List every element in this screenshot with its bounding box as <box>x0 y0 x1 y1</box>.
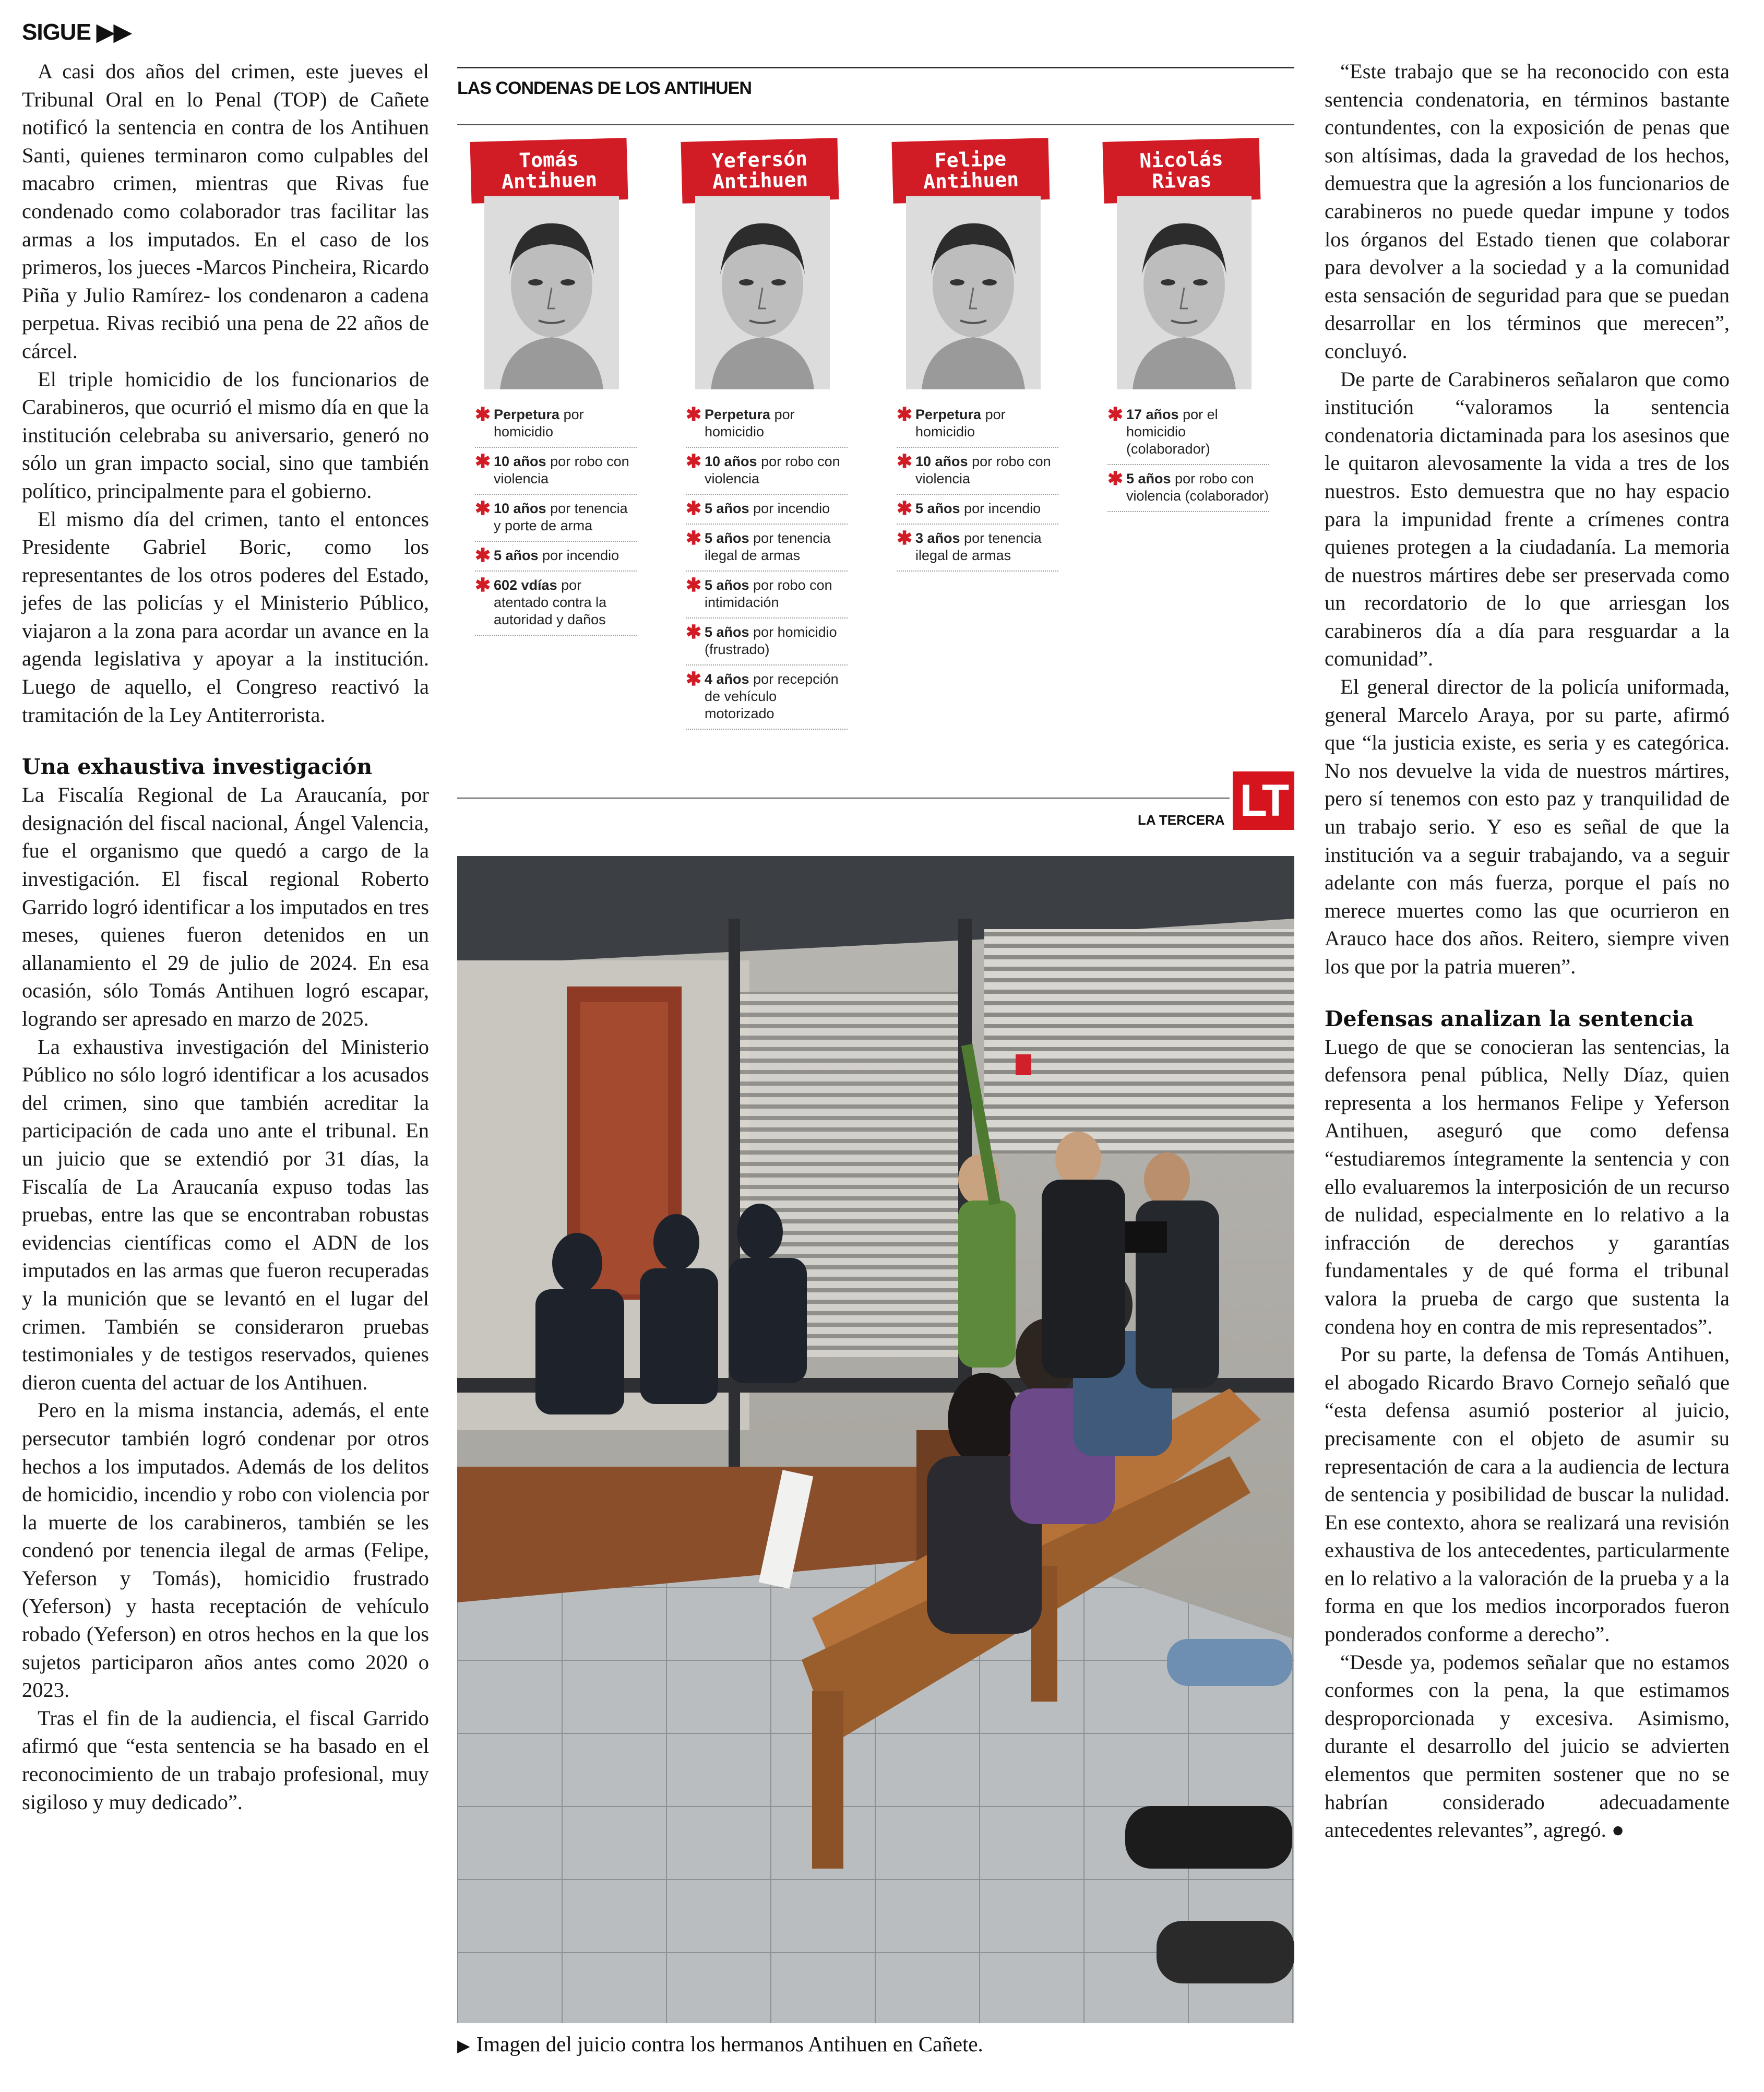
name-last: Antihuen <box>501 168 598 194</box>
paragraph: “Este trabajo que se ha reconocido con esta sentencia condenatoria, en términos bastante contundentes, con la exposición de penas que son altísimas, dada la gravedad de los hechos, demuestra que la agresión a los funcionarios de carabineros no puede quedar impune y todos los órganos del Estado tienen que colaborar para devolver a la sociedad y a la comunidad esta sensación de seguridad para que se puedan desarrollar en los términos que merecen”, concluyó. <box>1325 60 1730 363</box>
charge-item <box>1107 470 1269 512</box>
charge-sentence: 3 años <box>915 530 960 546</box>
name-first: Tomás <box>518 147 579 172</box>
paragraph: Por su parte, la defensa de Tomás Antihuen, el abogado Ricardo Bravo Cornejo señaló que “esta defensa asumió posterior al juicio, precisamente con el objeto de asumir su representación de cara a la audiencia de lectura de sentencia y posibilidad de buscar la nulidad. En ese contexto, ahora se realizará una revisión exhaustiva de los antecedentes, particularmente en lo relativo a la valoración de la prueba y a la forma en que los medios incorporados fueron ponderados conforme a derecho”. <box>1325 1342 1730 1646</box>
defendant-portrait <box>1117 196 1252 389</box>
charge-item <box>475 403 637 448</box>
charge-description: por tenencia ilegal de armas <box>915 530 1042 563</box>
charge-item <box>475 450 637 495</box>
paragraph: “Desde ya, podemos señalar que no estamos conformes con la pena, la que estimamos desproporcionada y excesiva. Asimismo, durante el desarrollo del juicio se advierten elementos que permiten sostener que no se habrían considerado adecuadamente antecedentes relevantes”, agregó. ● <box>1325 1650 1730 1842</box>
asterisk-icon: ✱ <box>897 527 913 549</box>
section-heading: Una exhaustiva investigación <box>22 754 373 780</box>
infographic-title: LAS CONDENAS DE LOS ANTIHUEN <box>457 78 752 98</box>
credit-label: LA TERCERA <box>1138 812 1225 828</box>
charge-sentence: 10 años <box>915 454 968 469</box>
charge-description: por robo con violencia (colaborador) <box>1126 471 1269 504</box>
defendant-name <box>470 138 628 204</box>
asterisk-icon: ✱ <box>475 497 491 519</box>
charge-item <box>686 497 848 525</box>
charge-description: por el homicidio (colaborador) <box>1126 407 1218 457</box>
asterisk-icon: ✱ <box>686 574 702 596</box>
charge-item <box>686 574 848 619</box>
name-last: Antihuen <box>923 168 1019 194</box>
charge-sentence: 10 años <box>494 501 546 516</box>
paragraph: El general director de la policía uniformada, general Marcelo Araya, por su parte, afirmó que “la justicia existe, es seria y es categórica. No nos devuelve la vida de nuestros mártires, pero sí tenemos con esto paz y tranquilidad de un trabajo serio. Y eso es señal de que la institución va a seguir trabajando, va a seguir adelante con más fuerza, porque el país no merece muertes como las que ocurrieron en Arauco hace dos años. Reitero, siempre viven los que por la patria mueren”. <box>1325 675 1730 978</box>
paragraph: A casi dos años del crimen, este jueves el Tribunal Oral en lo Penal (TOP) de Cañete notificó la sentencia en contra de los Antihuen Santi, quienes terminaron como culpables del macabro crimen, mientras que Rivas fue condenado como colaborador tras facilitar las armas a los imputados. En el caso de los primeros, los jueces -Marcos Pincheira, Ricardo Piña y Julio Ramírez- los condenaron a cadena perpetua. Rivas recibió una pena de 22 años de cárcel. <box>22 60 429 363</box>
charge-description: por homicidio <box>494 407 584 439</box>
charge-sentence: 4 años <box>705 671 749 687</box>
charge-item <box>686 450 848 495</box>
defendant-name <box>681 138 839 204</box>
paragraph: Tras el fin de la audiencia, el fiscal Garrido afirmó que “esta sentencia se ha basado en el reconocimiento de un trabajo profesional, muy sigiloso y muy dedicado”. <box>22 1706 429 1814</box>
charge-sentence: 5 años <box>1126 471 1171 486</box>
name-first: Nicolás <box>1139 147 1224 173</box>
charge-description: por incendio <box>538 548 619 563</box>
charge-item <box>897 497 1058 525</box>
asterisk-icon: ✱ <box>897 403 913 425</box>
charge-description: por tenencia y porte de arma <box>494 501 628 533</box>
charge-item <box>686 621 848 665</box>
charge-sentence: Perpetura <box>494 407 560 422</box>
defendant-portrait <box>695 196 830 389</box>
right-column <box>1325 57 1730 1844</box>
charge-item <box>897 450 1058 495</box>
charge-description: por robo con violencia <box>494 454 629 486</box>
asterisk-icon: ✱ <box>897 450 913 472</box>
section-heading: Defensas analizan la sentencia <box>1325 1006 1694 1031</box>
charge-item <box>475 574 637 636</box>
defendant-portrait <box>484 196 619 389</box>
divider <box>457 798 1230 799</box>
defendant-name <box>892 138 1050 204</box>
charge-description: por recepción de vehículo motorizado <box>705 671 839 721</box>
charge-sentence: 10 años <box>494 454 546 469</box>
charge-sentence: 602 vdías <box>494 577 557 593</box>
paragraph: De parte de Carabineros señalaron que como institución “valoramos la sentencia condenatoria dictaminada para los asesinos que le quitaron alevosamente la vida a tres de los nuestros. Esto demuestra que no hay espacio para la impunidad frente a crímenes contra quienes protegen a la ciudadanía. La memoria de nuestros mártires debe ser preservada como un recordatorio de lo que arriesgan los carabineros día a día para resguardar a la comunidad”. <box>1325 367 1730 671</box>
asterisk-icon: ✱ <box>686 668 702 690</box>
charge-description: por homicidio <box>915 407 1006 439</box>
name-first: Felipe <box>934 147 1007 172</box>
charge-sentence: 5 años <box>494 548 539 563</box>
defendant-portrait <box>906 196 1041 389</box>
charges-list <box>686 403 848 735</box>
paragraph: Pero en la misma instancia, además, el ente persecutor también logró condenar por otros hechos a los imputados. Además de los delitos de homicidio, incendio y robo con violencia por la muerte de los carabineros, también se les condenó por tenencia ilegal de armas (Felipe, Yeferson y Tomás), homicidio frustrado (Yeferson) y hasta receptación de vehículo robado (Yeferson) en otros hechos en la que los sujetos participaron años antes como 2020 o 2023. <box>22 1398 429 1702</box>
divider <box>457 124 1294 125</box>
paragraph: El mismo día del crimen, tanto el entonces Presidente Gabriel Boric, como los representantes de los otros poderes del Estado, jefes de las policías y el Ministerio Público, viajaron a la zona para acordar un avance en la agenda legislativa y apoyar a la institución. Luego de aquello, el Congreso reactivó la tramitación de la Ley Antiterrorista. <box>22 507 429 727</box>
charges-list <box>475 403 637 641</box>
divider <box>457 67 1294 68</box>
name-first: Yefersón <box>711 147 808 173</box>
charges-list <box>1107 403 1269 517</box>
charge-description: por incendio <box>749 501 830 516</box>
charge-description: por incendio <box>960 501 1041 516</box>
charge-sentence: 5 años <box>915 501 960 516</box>
charges-list <box>897 403 1058 577</box>
left-column <box>22 57 429 1816</box>
charge-sentence: 17 años <box>1126 407 1179 422</box>
charge-item <box>475 544 637 572</box>
caption-text: Imagen del juicio contra los hermanos Antihuen en Cañete. <box>476 2032 983 2056</box>
charge-item <box>897 527 1058 572</box>
charge-description: por robo con violencia <box>705 454 840 486</box>
charge-description: por atentado contra la autoridad y daños <box>494 577 607 627</box>
courtroom-photo <box>457 856 1294 2023</box>
asterisk-icon: ✱ <box>1107 403 1124 425</box>
asterisk-icon: ✱ <box>1107 468 1124 489</box>
caption-arrow-icon: ▶ <box>457 2036 470 2055</box>
asterisk-icon: ✱ <box>686 527 702 549</box>
la-tercera-logo: LT <box>1233 771 1294 830</box>
charge-item <box>897 403 1058 448</box>
name-last: Rivas <box>1151 168 1212 193</box>
charge-sentence: Perpetura <box>705 407 771 422</box>
charge-description: por tenencia ilegal de armas <box>705 530 831 563</box>
asterisk-icon: ✱ <box>686 450 702 472</box>
charge-item <box>475 497 637 542</box>
asterisk-icon: ✱ <box>897 497 913 519</box>
sentences-infographic <box>457 67 1294 829</box>
charge-description: por robo con intimidación <box>705 577 832 610</box>
charge-sentence: 5 años <box>705 577 749 593</box>
asterisk-icon: ✱ <box>475 544 491 566</box>
asterisk-icon: ✱ <box>475 450 491 472</box>
defendant-name <box>1103 138 1261 204</box>
asterisk-icon: ✱ <box>686 621 702 643</box>
charge-sentence: 5 años <box>705 530 749 546</box>
charge-sentence: 5 años <box>705 624 749 640</box>
paragraph: Luego de que se conocieran las sentencias, la defensora penal pública, Nelly Díaz, quien representa a los hermanos Felipe y Yeferson Antihuen, aseguró que como defensa “estudiaremos íntegramente la sentencia y con ello evaluaremos la interposición de un recurso de nulidad, especialmente en lo relativo a la infracción de derechos y garantías fundamentales y de qué forma el tribunal valora la prueba de cargo que sustenta la condena hoy en contra de mis representados”. <box>1325 1035 1730 1338</box>
name-last: Antihuen <box>712 168 808 194</box>
sigue-label: SIGUE ▶▶ <box>22 19 131 45</box>
asterisk-icon: ✱ <box>686 497 702 519</box>
paragraph: El triple homicidio de los funcionarios de Carabineros, que ocurrió el mismo día en que la institución celebraba su aniversario, generó no sólo un gran impacto social, sino que también político, principalmente para el gobierno. <box>22 367 429 503</box>
paragraph: La Fiscalía Regional de La Araucanía, por designación del fiscal nacional, Ángel Valencia, fue el organismo que quedó a cargo de la investigación. El fiscal regional Roberto Garrido logró identificar a los imputados en tres meses, quienes fueron detenidos en un allanamiento el 29 de julio de 2024. En esa ocasión, sólo Tomás Antihuen logró escapar, logrando ser apresado en marzo de 2025. <box>22 783 429 1030</box>
charge-sentence: 5 años <box>705 501 749 516</box>
charge-sentence: Perpetura <box>915 407 982 422</box>
charge-description: por homicidio (frustrado) <box>705 624 837 657</box>
asterisk-icon: ✱ <box>475 574 491 596</box>
photo-caption <box>457 2031 983 2057</box>
asterisk-icon: ✱ <box>686 403 702 425</box>
charge-description: por homicidio <box>705 407 795 439</box>
charge-item <box>686 527 848 572</box>
asterisk-icon: ✱ <box>475 403 491 425</box>
paragraph: La exhaustiva investigación del Ministerio Público no sólo logró identificar a los acusados del crimen, sino que también acreditar la participación de cada uno ante el tribunal. En un juicio que se extendió por 31 días, la Fiscalía de La Araucanía expuso todas las pruebas, entre las que se encontraban robustas evidencias científicas como el ADN de los imputados en las armas que fueron recuperadas y la munición que se levantó en el lugar del crimen. También se consideraron pruebas testimoniales y de testigos reservados, quienes dieron cuenta del actuar de los Antihuen. <box>22 1035 429 1394</box>
charge-item <box>686 668 848 730</box>
charge-description: por robo con violencia <box>915 454 1051 486</box>
charge-item <box>1107 403 1269 465</box>
charge-sentence: 10 años <box>705 454 757 469</box>
charge-item <box>686 403 848 448</box>
